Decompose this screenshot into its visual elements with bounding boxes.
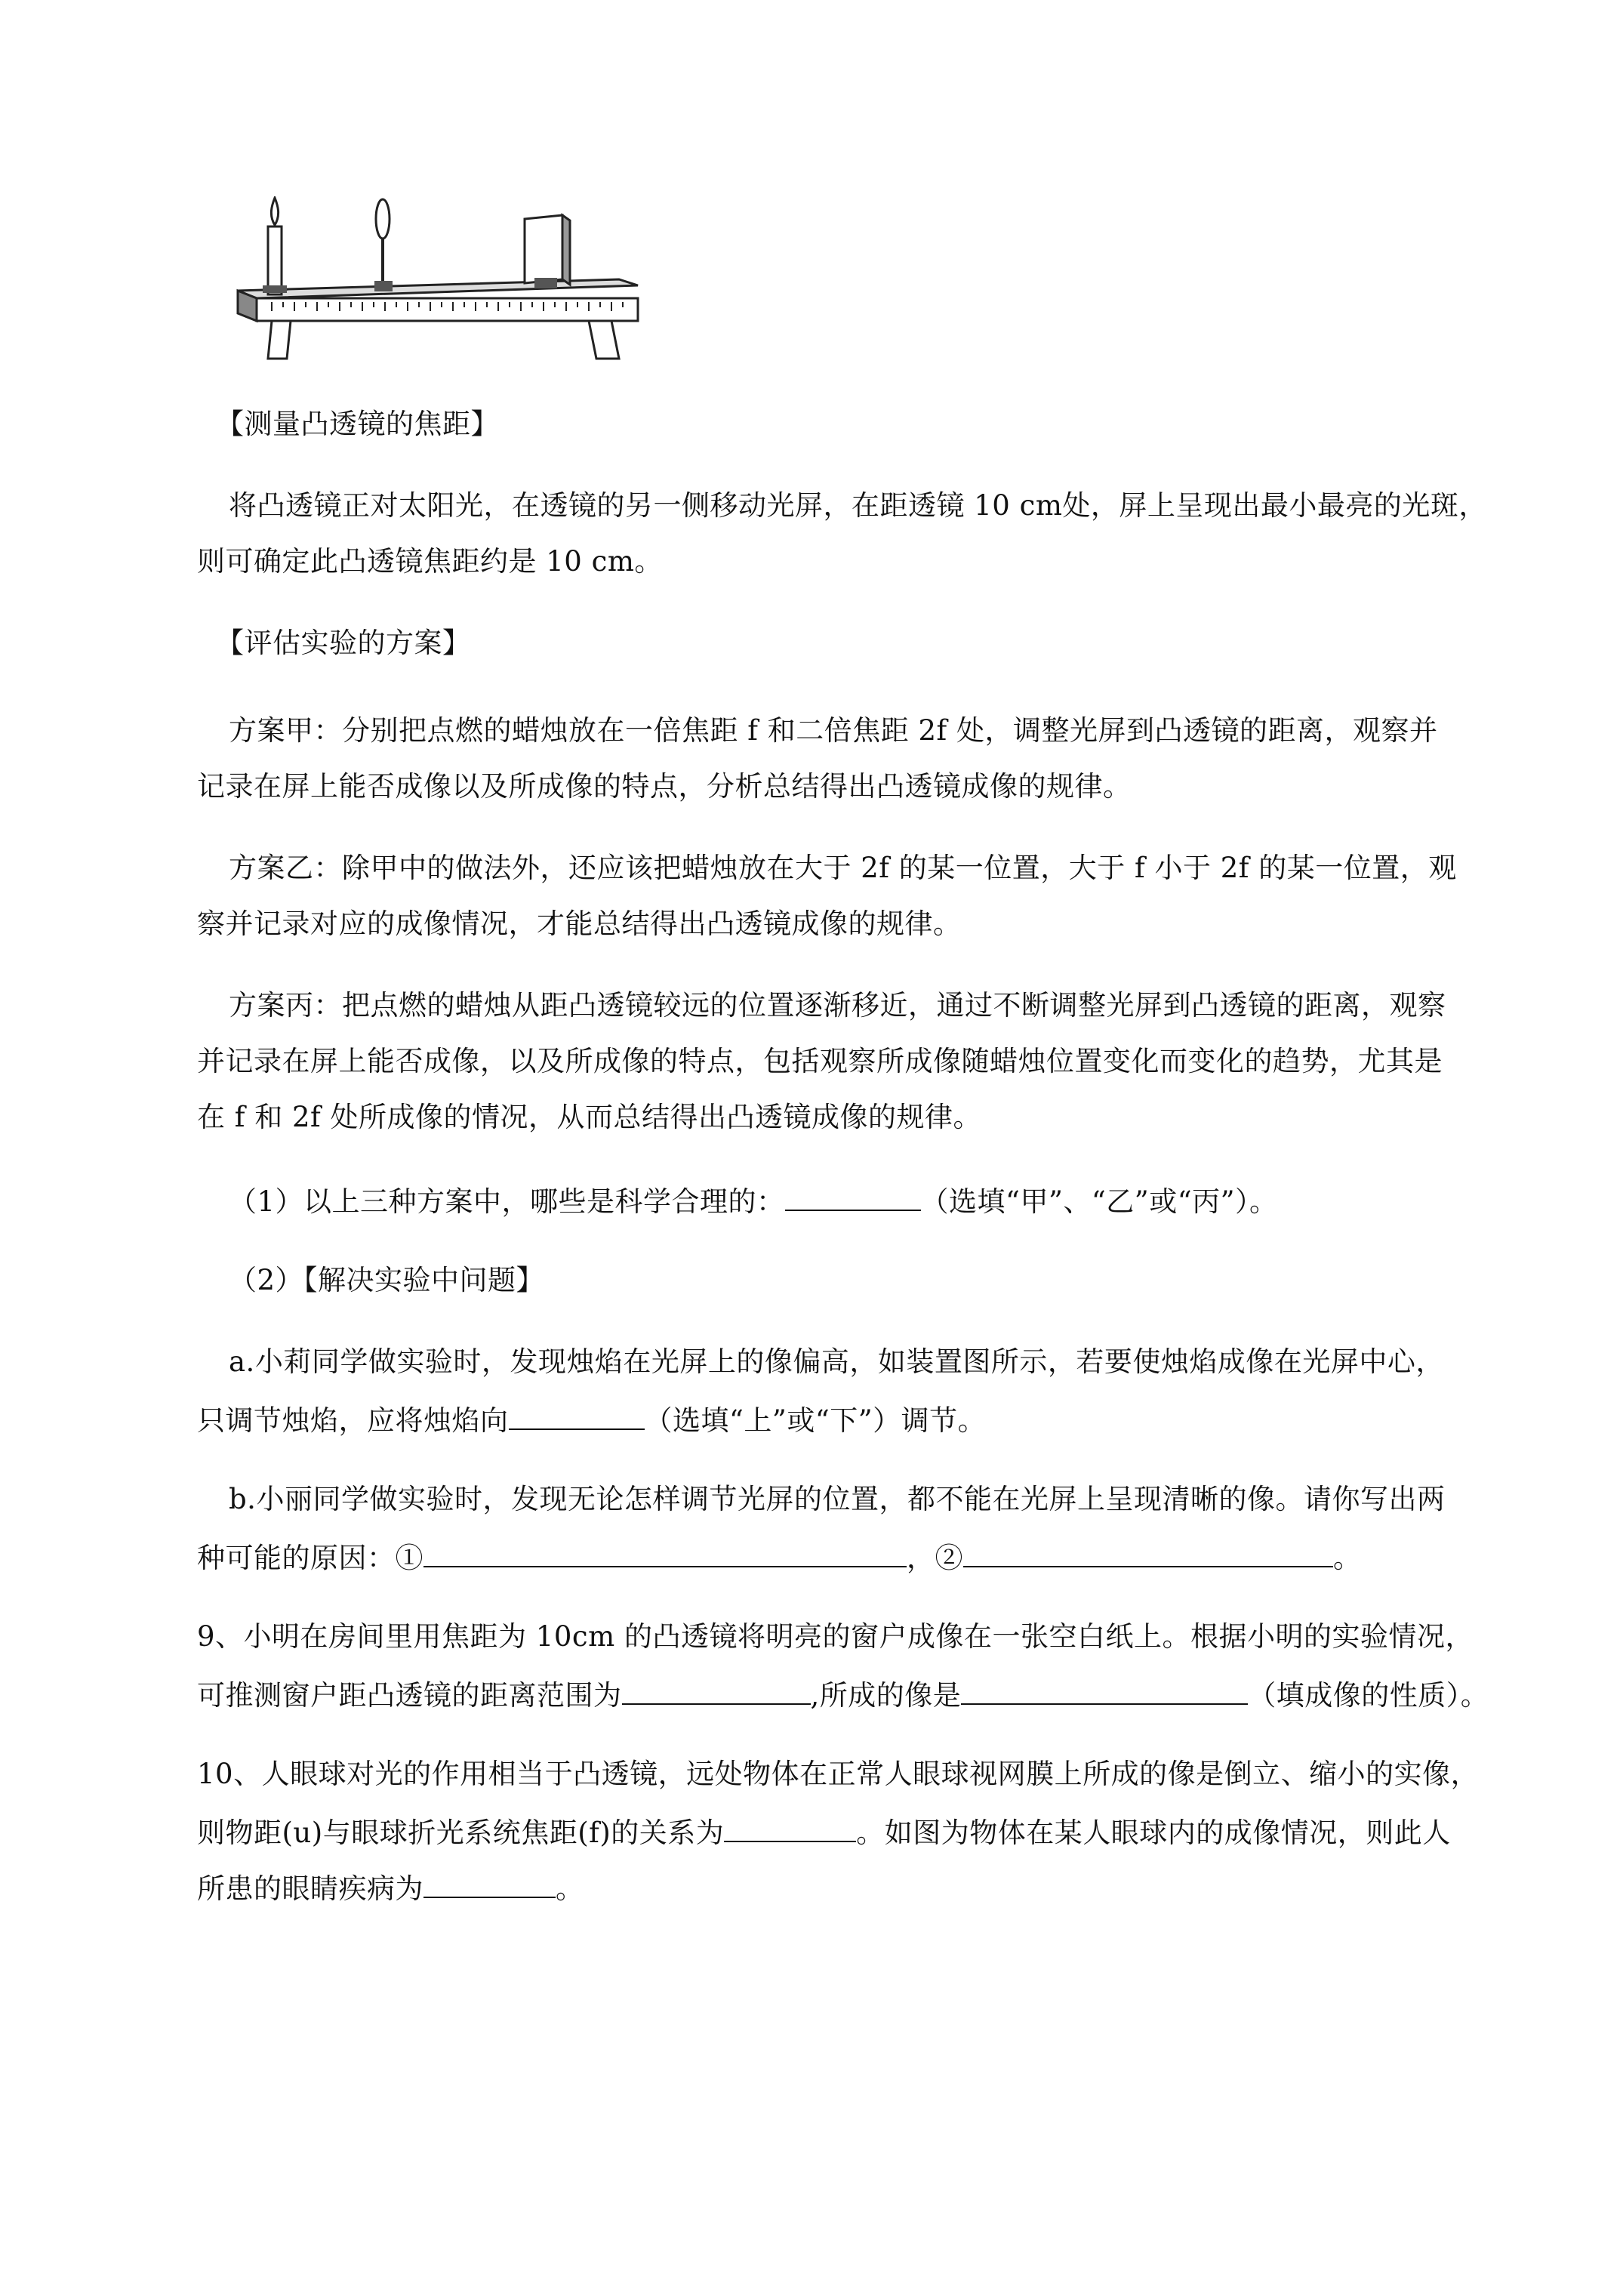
answer-blank-q9-1[interactable] <box>622 1676 811 1705</box>
measure-focal-text-1: 将凸透镜正对太阳光，在透镜的另一侧移动光屏，在距透镜 10 cm处，屏上呈现出最小最亮的光斑， <box>229 489 1487 522</box>
plan-a-text-2: 记录在屏上能否成像以及所成像的特点，分析总结得出凸透镜成像的规律。 <box>197 770 1132 803</box>
question-1-prompt: （1）以上三种方案中，哪些是科学合理的： <box>229 1185 785 1218</box>
question-1-suffix: （选填“甲”、“乙”或“丙”）。 <box>920 1185 1278 1218</box>
answer-blank-qa[interactable] <box>509 1401 645 1430</box>
plan-c-text-3: 在 f 和 2f 处所成像的情况，从而总结得出凸透镜成像的规律。 <box>197 1101 981 1133</box>
question-b-separator: ，② <box>907 1542 963 1574</box>
plan-a-text-1: 方案甲：分别把点燃的蜡烛放在一倍焦距 f 和二倍焦距 2f 处，调整光屏到凸透镜的距离，观察并 <box>229 714 1438 747</box>
plan-b-text-1: 方案乙：除甲中的做法外，还应该把蜡烛放在大于 2f 的某一位置，大于 f 小于 2f 的某一位置，观 <box>229 852 1457 884</box>
question-9-text-1: 9、小明在房间里用焦距为 10cm 的凸透镜将明亮的窗户成像在一张空白纸上。根据小明的实验情况， <box>197 1620 1474 1653</box>
light-screen-icon <box>525 215 570 288</box>
question-b-suffix: 。 <box>1333 1542 1362 1574</box>
question-10-prompt-2: 所患的眼睛疾病为 <box>197 1872 423 1905</box>
question-b-text-1: b.小丽同学做实验时，发现无论怎样调节光屏的位置，都不能在光屏上呈现清晰的像。请你写出两 <box>229 1483 1446 1515</box>
plan-c-text-1: 方案丙：把点燃的蜡烛从距凸透镜较远的位置逐渐移近，通过不断调整光屏到凸透镜的距离，观察 <box>229 989 1446 1022</box>
question-1 <box>229 1182 1278 1219</box>
answer-blank-q10-2[interactable] <box>423 1869 556 1898</box>
question-a-suffix: （选填“上”或“下”）调节。 <box>644 1404 987 1437</box>
convex-lens-icon <box>374 199 393 291</box>
question-9-prompt: 可推测窗户距凸透镜的距离范围为 <box>197 1679 622 1712</box>
plan-c-text-2: 并记录在屏上能否成像，以及所成像的特点，包括观察所成像随蜡烛位置变化而变化的趋势，尤其是 <box>197 1045 1443 1077</box>
question-10-text-2 <box>197 1814 1451 1850</box>
question-9-text-2 <box>197 1676 1489 1712</box>
question-10-text-1: 10、人眼球对光的作用相当于凸透镜，远处物体在正常人眼球视网膜上所成的像是倒立、缩小的实像， <box>197 1758 1480 1790</box>
answer-blank-q9-2[interactable] <box>961 1676 1248 1705</box>
question-b-prompt: 种可能的原因：① <box>197 1542 423 1574</box>
measure-focal-title: 【测量凸透镜的焦距】 <box>216 408 499 440</box>
question-9-separator: ,所成的像是 <box>810 1679 962 1712</box>
question-10-text-3 <box>197 1869 584 1906</box>
answer-blank-q1[interactable] <box>785 1182 921 1211</box>
question-10-suffix: 。 <box>556 1872 584 1905</box>
question-b-text-2 <box>197 1539 1362 1575</box>
measure-focal-text-2: 则可确定此凸透镜焦距约是 10 cm。 <box>197 545 663 578</box>
evaluate-title: 【评估实验的方案】 <box>216 627 471 659</box>
question-9-suffix: （填成像的性质）。 <box>1248 1679 1489 1712</box>
question-a-text-2 <box>197 1401 986 1438</box>
question-a-prompt: 只调节烛焰，应将烛焰向 <box>197 1404 509 1437</box>
answer-blank-qb-1[interactable] <box>423 1539 907 1567</box>
plan-b-text-2: 察并记录对应的成像情况，才能总结得出凸透镜成像的规律。 <box>197 908 962 940</box>
question-a-text-1: a.小莉同学做实验时，发现烛焰在光屏上的像偏高，如装置图所示，若要使烛焰成像在光屏中心， <box>229 1345 1444 1378</box>
candle-icon <box>263 198 287 294</box>
answer-blank-qb-2[interactable] <box>963 1539 1333 1567</box>
answer-blank-q10-1[interactable] <box>724 1814 856 1842</box>
optical-bench-figure <box>226 196 649 374</box>
question-10-continuation: 。如图为物体在某人眼球内的成像情况，则此人 <box>856 1817 1451 1849</box>
question-10-prompt: 则物距(u)与眼球折光系统焦距(f)的关系为 <box>197 1817 725 1849</box>
question-2-title: （2）【解决实验中问题】 <box>229 1264 545 1296</box>
